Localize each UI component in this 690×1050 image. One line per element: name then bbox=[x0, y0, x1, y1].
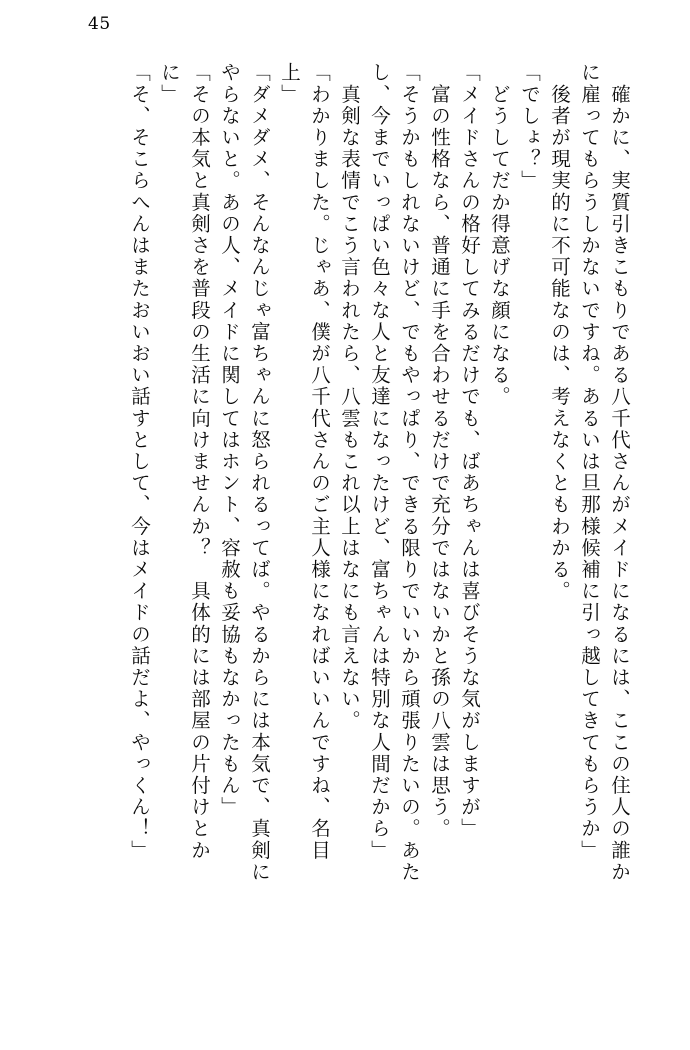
text-line: 「わかりました。じゃあ、僕が八千代さんのご主人様になればいいんですね、名目 bbox=[308, 62, 331, 862]
text-line: 「ダメダメ、そんなんじゃ富ちゃんに怒られるってば。やるからには本気で、真剣に bbox=[248, 62, 271, 883]
text-line: 上」 bbox=[278, 62, 301, 106]
text-line: 「そ、そこらへんはまたおいおい話すとして、今はメイドの話だよ、やっくん！」 bbox=[128, 62, 151, 862]
text-line: に雇ってもらうしかないですね。あるいは旦那様候補に引っ越してきてもらうか」 bbox=[578, 62, 601, 862]
text-line: 後者が現実的に不可能なのは、考えなくともわかる。 bbox=[548, 62, 571, 602]
text-line: 「でしょ？」 bbox=[518, 62, 541, 192]
text-line: に」 bbox=[158, 62, 181, 106]
text-line: 真剣な表情でこう言われたら、八雲もこれ以上はなにも言えない。 bbox=[338, 62, 361, 732]
text-line: 確かに、実質引きこもりである八千代さんがメイドになるには、ここの住人の誰か bbox=[608, 62, 631, 883]
text-line: どうしてだか得意げな顔になる。 bbox=[488, 62, 511, 408]
body-text-columns bbox=[56, 62, 634, 1022]
text-line: 富の性格なら、普通に手を合わせるだけで充分ではないかと孫の八雲は思う。 bbox=[428, 62, 451, 840]
text-line: 「メイドさんの格好してみるだけでも、ばあちゃんは喜びそうな気がしますが」 bbox=[458, 62, 481, 840]
text-line: 「そうかもしれないけど、でもやっぱり、できる限りでいいから頑張りたいの。あた bbox=[398, 62, 421, 883]
text-line: 「その本気と真剣さを普段の生活に向けませんか？ 具体的には部屋の片付けとか bbox=[188, 62, 211, 862]
text-line: やらないと。あの人、メイドに関してはホント、容赦も妥協もなかったもん」 bbox=[218, 62, 241, 818]
page-number: 45 bbox=[88, 14, 111, 34]
text-line: し、今までいっぱい色々な人と友達になったけど、富ちゃんは特別な人間だから」 bbox=[368, 62, 391, 862]
